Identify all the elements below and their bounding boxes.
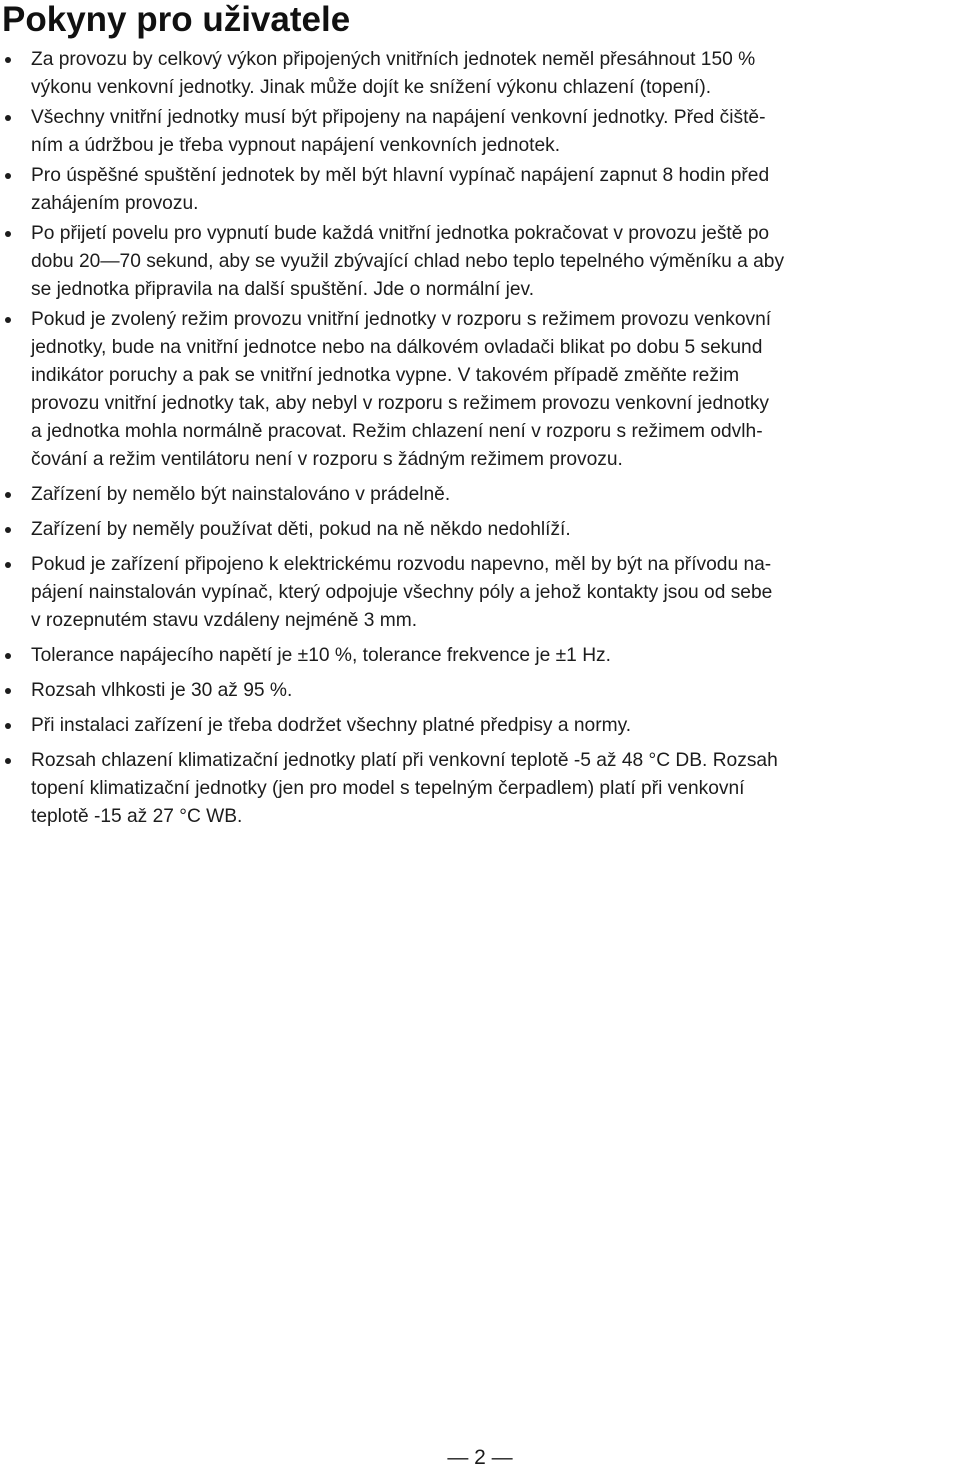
item-line: Zařízení by nemělo být nainstalováno v prádelně. xyxy=(31,484,451,505)
item-line: Rozsah vlhkosti je 30 až 95 %. xyxy=(31,680,293,701)
item-line: Za provozu by celkový výkon připojených vnitřních jednotek neměl přesáhnout 150 % xyxy=(31,49,756,70)
bullet-icon xyxy=(5,173,11,179)
bullet-icon xyxy=(5,653,11,659)
item-line: čování a režim ventilátoru není v rozporu s žádným režimem provozu. xyxy=(31,449,623,470)
list-item xyxy=(0,516,960,544)
bullet-icon xyxy=(5,57,11,63)
bullet-icon xyxy=(5,562,11,568)
list-item xyxy=(0,481,960,509)
bullet-icon xyxy=(5,688,11,694)
bullet-icon xyxy=(5,723,11,729)
page-number: — 2 — xyxy=(447,1446,513,1469)
page-title: Pokyny pro uživatele xyxy=(2,0,351,39)
item-line: provozu vnitřní jednotky tak, aby nebyl v rozporu s režimem provozu venkovní jednotky xyxy=(31,393,770,414)
item-line: Po přijetí povelu pro vypnutí bude každá vnitřní jednotka pokračovat v provozu ještě po xyxy=(31,223,770,244)
list-item xyxy=(0,162,960,218)
bullet-icon xyxy=(5,758,11,764)
item-line: Pokud je zvolený režim provozu vnitřní jednotky v rozporu s režimem provozu venkovní xyxy=(31,309,772,330)
item-line: topení klimatizační jednotky (jen pro model s tepelným čerpadlem) platí při venkovní xyxy=(31,778,745,799)
list-item xyxy=(0,712,960,740)
item-line: Všechny vnitřní jednotky musí být připojeny na napájení venkovní jednotky. Před čiště- xyxy=(31,107,766,128)
item-line: Zařízení by neměly používat děti, pokud na ně někdo nedohlíží. xyxy=(31,519,571,540)
item-line: Pro úspěšné spuštění jednotek by měl být hlavní vypínač napájení zapnut 8 hodin před xyxy=(31,165,770,186)
list-item xyxy=(0,104,960,160)
item-line: v rozepnutém stavu vzdáleny nejméně 3 mm. xyxy=(31,610,418,631)
item-line: jednotky, bude na vnitřní jednotce nebo na dálkovém ovladači blikat po dobu 5 sekund xyxy=(31,337,763,358)
list-item xyxy=(0,677,960,705)
item-line: Tolerance napájecího napětí je ±10 %, tolerance frekvence je ±1 Hz. xyxy=(31,645,611,666)
item-line: pájení nainstalován vypínač, který odpojuje všechny póly a jehož kontakty jsou od sebe xyxy=(31,582,773,603)
bullet-icon xyxy=(5,231,11,237)
item-line: ním a údržbou je třeba vypnout napájení venkovních jednotek. xyxy=(31,135,561,156)
list-item xyxy=(0,747,960,831)
item-line: Rozsah chlazení klimatizační jednotky platí při venkovní teplotě -5 až 48 °C DB. Rozsah xyxy=(31,750,778,771)
item-line: zahájením provozu. xyxy=(31,193,199,214)
bullet-icon xyxy=(5,527,11,533)
list-item xyxy=(0,220,960,304)
item-line: indikátor poruchy a pak se vnitřní jednotka vypne. V takovém případě změňte režim xyxy=(31,365,740,386)
bullet-icon xyxy=(5,492,11,498)
list-item xyxy=(0,551,960,635)
user-instructions-list xyxy=(0,46,960,838)
list-item xyxy=(0,306,960,474)
item-line: výkonu venkovní jednotky. Jinak může dojít ke snížení výkonu chlazení (topení). xyxy=(31,77,712,98)
item-line: Při instalaci zařízení je třeba dodržet všechny platné předpisy a normy. xyxy=(31,715,632,736)
list-item xyxy=(0,46,960,102)
bullet-icon xyxy=(5,115,11,121)
item-line: dobu 20—70 sekund, aby se využil zbývající chlad nebo teplo tepelného výměníku a aby xyxy=(31,251,785,272)
item-line: teplotě -15 až 27 °C WB. xyxy=(31,806,243,827)
list-item xyxy=(0,642,960,670)
bullet-icon xyxy=(5,317,11,323)
item-line: a jednotka mohla normálně pracovat. Režim chlazení není v rozporu s režimem odvlh- xyxy=(31,421,763,442)
item-line: se jednotka připravila na další spuštění. Jde o normální jev. xyxy=(31,279,535,300)
item-line: Pokud je zařízení připojeno k elektrickému rozvodu napevno, měl by být na přívodu na- xyxy=(31,554,772,575)
